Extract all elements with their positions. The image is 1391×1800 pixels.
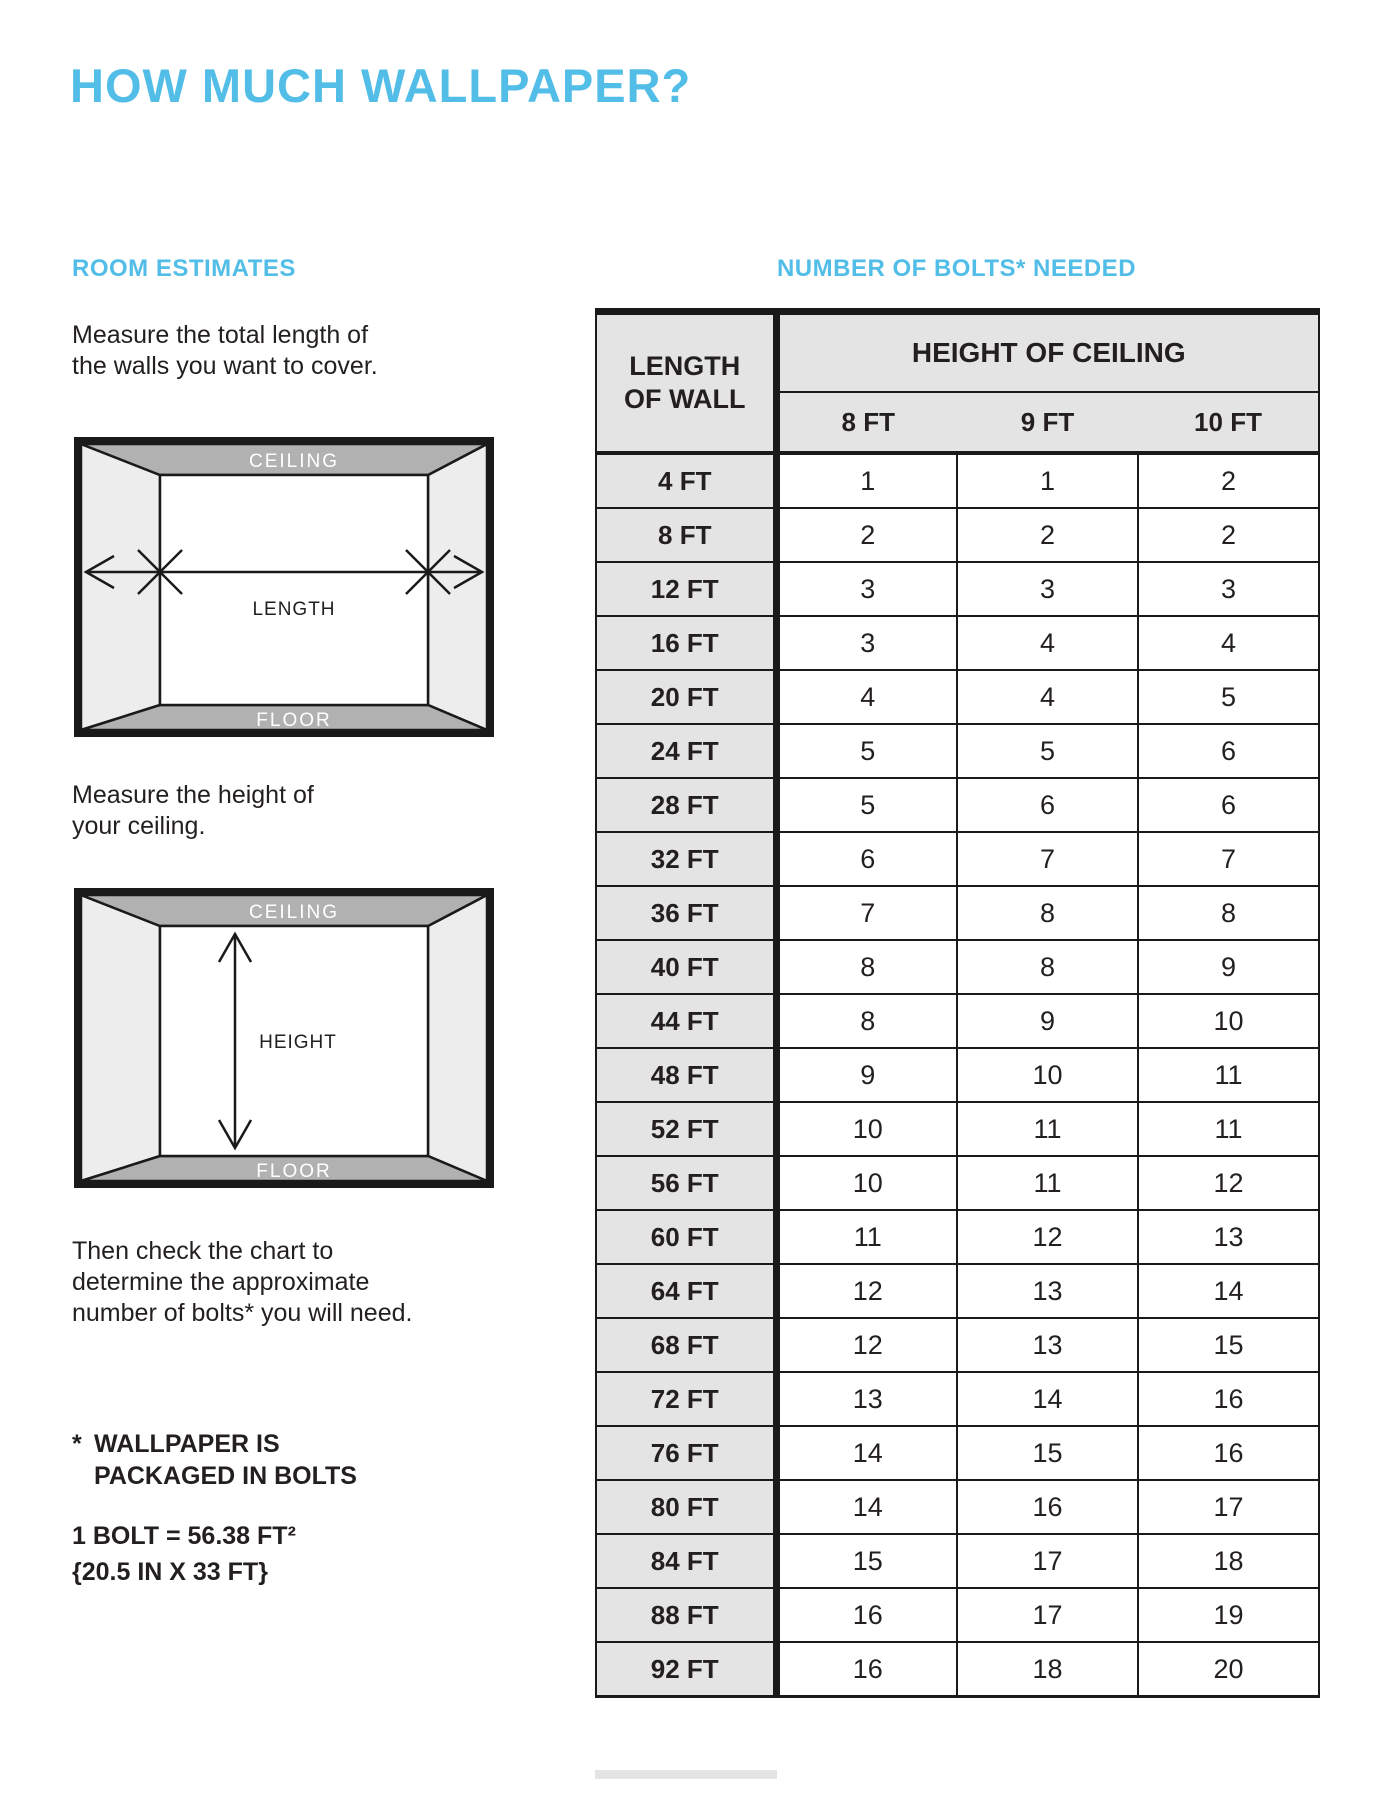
table-row: [596, 1102, 1319, 1156]
bolt-count-cell: 14: [776, 1426, 957, 1480]
right-wall-panel: [428, 895, 487, 1181]
bolt-count-cell: 16: [776, 1642, 957, 1697]
height-of-ceiling-header: HEIGHT OF CEILING: [776, 312, 1319, 393]
bolt-count-cell: 7: [1138, 832, 1319, 886]
wall-length-cell: 28 FT: [596, 778, 776, 832]
bolt-count-cell: 6: [1138, 724, 1319, 778]
table-row: [596, 886, 1319, 940]
table-row: [596, 1264, 1319, 1318]
bolt-count-cell: 18: [1138, 1534, 1319, 1588]
table-row: [596, 1318, 1319, 1372]
table-row: [596, 616, 1319, 670]
bolt-count-cell: 8: [1138, 886, 1319, 940]
bolt-count-cell: 16: [1138, 1426, 1319, 1480]
table-row: [596, 1642, 1319, 1697]
wall-length-cell: 84 FT: [596, 1534, 776, 1588]
bolts-table: [595, 308, 1320, 1698]
para-line: Measure the total length of: [72, 321, 369, 349]
bolt-count-cell: 10: [957, 1048, 1138, 1102]
wall-length-cell: 40 FT: [596, 940, 776, 994]
bolt-count-cell: 12: [957, 1210, 1138, 1264]
height-label: HEIGHT: [259, 1032, 337, 1053]
bolt-count-cell: 13: [957, 1264, 1138, 1318]
bolts-table-wrap: [595, 308, 1320, 1698]
length-of-wall-header: [596, 312, 776, 454]
left-wall-panel: [81, 444, 160, 730]
bolt-count-cell: 6: [1138, 778, 1319, 832]
bolt-count-cell: 16: [957, 1480, 1138, 1534]
bolt-count-cell: 4: [957, 616, 1138, 670]
floor-label: FLOOR: [256, 1161, 332, 1182]
wall-length-cell: 52 FT: [596, 1102, 776, 1156]
bolt-dimensions: {20.5 IN X 33 FT}: [72, 1558, 268, 1586]
bolt-count-cell: 12: [776, 1264, 957, 1318]
bolt-count-cell: 17: [957, 1534, 1138, 1588]
bolt-count-cell: 2: [1138, 453, 1319, 508]
bolt-count-cell: 3: [957, 562, 1138, 616]
table-row: [596, 778, 1319, 832]
col-header-10ft: 10 FT: [1138, 392, 1319, 453]
col-header-9ft: 9 FT: [957, 392, 1138, 453]
bolt-count-cell: 8: [776, 940, 957, 994]
bolt-count-cell: 13: [776, 1372, 957, 1426]
bolt-count-cell: 17: [1138, 1480, 1319, 1534]
para-line: Then check the chart to: [72, 1237, 334, 1265]
page-title: HOW MUCH WALLPAPER?: [70, 59, 692, 112]
bolt-count-cell: 11: [1138, 1048, 1319, 1102]
floor-label: FLOOR: [256, 710, 332, 731]
bolt-count-cell: 8: [776, 994, 957, 1048]
wall-length-cell: 36 FT: [596, 886, 776, 940]
para-line: determine the approximate: [72, 1268, 370, 1296]
wall-length-cell: 24 FT: [596, 724, 776, 778]
table-row: [596, 1534, 1319, 1588]
wall-length-cell: 76 FT: [596, 1426, 776, 1480]
bolt-count-cell: 16: [776, 1588, 957, 1642]
para-line: the walls you want to cover.: [72, 352, 378, 380]
header-line: LENGTH: [629, 351, 741, 381]
wall-length-cell: 12 FT: [596, 562, 776, 616]
table-header-row: [596, 312, 1319, 393]
wall-length-cell: 92 FT: [596, 1642, 776, 1697]
bolt-count-cell: 2: [776, 508, 957, 562]
para-check-chart: [72, 1236, 412, 1329]
bolt-count-cell: 11: [957, 1102, 1138, 1156]
bolt-count-cell: 3: [1138, 562, 1319, 616]
bolt-count-cell: 8: [957, 940, 1138, 994]
left-wall-panel: [81, 895, 160, 1181]
wall-length-cell: 44 FT: [596, 994, 776, 1048]
bolt-count-cell: 9: [957, 994, 1138, 1048]
footnote-line: WALLPAPER IS: [94, 1430, 280, 1458]
table-row: [596, 1426, 1319, 1480]
bolt-count-cell: 11: [776, 1210, 957, 1264]
wall-length-cell: 88 FT: [596, 1588, 776, 1642]
bolt-count-cell: 15: [1138, 1318, 1319, 1372]
table-footer-tab: [595, 1770, 777, 1779]
bolt-table-body: [596, 453, 1319, 1697]
bolt-count-cell: 9: [776, 1048, 957, 1102]
table-row: [596, 724, 1319, 778]
bolt-count-cell: 3: [776, 616, 957, 670]
wall-length-cell: 68 FT: [596, 1318, 776, 1372]
bolt-count-cell: 10: [776, 1102, 957, 1156]
bolt-count-cell: 14: [957, 1372, 1138, 1426]
para-measure-length: [72, 320, 378, 382]
table-row: [596, 832, 1319, 886]
bolt-count-cell: 6: [957, 778, 1138, 832]
table-row: [596, 1210, 1319, 1264]
bolt-count-cell: 14: [776, 1480, 957, 1534]
bolt-count-cell: 1: [776, 453, 957, 508]
wall-length-cell: 56 FT: [596, 1156, 776, 1210]
table-row: [596, 994, 1319, 1048]
bolt-count-cell: 12: [1138, 1156, 1319, 1210]
bolt-count-cell: 17: [957, 1588, 1138, 1642]
bolt-count-cell: 12: [776, 1318, 957, 1372]
bolt-count-cell: 2: [957, 508, 1138, 562]
bolt-count-cell: 6: [776, 832, 957, 886]
para-line: number of bolts* you will need.: [72, 1299, 413, 1327]
bolt-count-cell: 7: [957, 832, 1138, 886]
footnote-line: PACKAGED IN BOLTS: [94, 1462, 357, 1490]
bolt-count-cell: 15: [776, 1534, 957, 1588]
bolt-count-cell: 5: [776, 724, 957, 778]
bolt-count-cell: 10: [1138, 994, 1319, 1048]
bolt-count-cell: 4: [776, 670, 957, 724]
table-row: [596, 1480, 1319, 1534]
bolt-count-cell: 9: [1138, 940, 1319, 994]
bolt-count-cell: 4: [1138, 616, 1319, 670]
room-height-diagram: [74, 888, 494, 1188]
bolt-count-cell: 15: [957, 1426, 1138, 1480]
bolt-equation: 1 BOLT = 56.38 FT²: [72, 1522, 296, 1550]
wall-length-cell: 60 FT: [596, 1210, 776, 1264]
asterisk: *: [72, 1430, 82, 1458]
table-row: [596, 453, 1319, 508]
bolts-needed-heading: NUMBER OF BOLTS* NEEDED: [776, 255, 1137, 282]
table-row: [596, 508, 1319, 562]
bolt-count-cell: 11: [1138, 1102, 1319, 1156]
back-wall-panel: [160, 475, 428, 705]
table-row: [596, 1048, 1319, 1102]
ceiling-label: CEILING: [248, 451, 340, 472]
bolt-count-cell: 19: [1138, 1588, 1319, 1642]
table-row: [596, 670, 1319, 724]
bolt-count-cell: 14: [1138, 1264, 1319, 1318]
bolt-count-cell: 2: [1138, 508, 1319, 562]
bolt-count-cell: 5: [957, 724, 1138, 778]
para-measure-height: [72, 780, 314, 842]
table-row: [596, 562, 1319, 616]
room-estimates-heading: ROOM ESTIMATES: [72, 255, 296, 282]
ceiling-label: CEILING: [248, 902, 340, 923]
bolt-count-cell: 5: [1138, 670, 1319, 724]
para-line: your ceiling.: [72, 812, 206, 840]
wall-length-cell: 4 FT: [596, 453, 776, 508]
length-label: LENGTH: [252, 599, 336, 620]
bolt-count-cell: 13: [1138, 1210, 1319, 1264]
room-length-diagram: [74, 437, 494, 737]
wall-length-cell: 16 FT: [596, 616, 776, 670]
wall-length-cell: 20 FT: [596, 670, 776, 724]
bolt-count-cell: 18: [957, 1642, 1138, 1697]
wallpaper-bolts-footnote: [72, 1428, 357, 1492]
wall-length-cell: 80 FT: [596, 1480, 776, 1534]
wall-length-cell: 32 FT: [596, 832, 776, 886]
wall-length-cell: 8 FT: [596, 508, 776, 562]
wall-length-cell: 64 FT: [596, 1264, 776, 1318]
bolt-count-cell: 20: [1138, 1642, 1319, 1697]
wall-length-cell: 72 FT: [596, 1372, 776, 1426]
wall-length-cell: 48 FT: [596, 1048, 776, 1102]
bolt-count-cell: 7: [776, 886, 957, 940]
bolt-count-cell: 8: [957, 886, 1138, 940]
header-line: OF WALL: [624, 384, 746, 414]
table-row: [596, 1156, 1319, 1210]
table-row: [596, 1372, 1319, 1426]
bolt-count-cell: 3: [776, 562, 957, 616]
col-header-8ft: 8 FT: [776, 392, 957, 453]
bolt-count-cell: 5: [776, 778, 957, 832]
bolt-count-cell: 1: [957, 453, 1138, 508]
para-line: Measure the height of: [72, 781, 314, 809]
bolt-count-cell: 11: [957, 1156, 1138, 1210]
table-row: [596, 1588, 1319, 1642]
table-row: [596, 940, 1319, 994]
bolt-count-cell: 13: [957, 1318, 1138, 1372]
bolt-count-cell: 10: [776, 1156, 957, 1210]
bolt-count-cell: 16: [1138, 1372, 1319, 1426]
bolt-count-cell: 4: [957, 670, 1138, 724]
